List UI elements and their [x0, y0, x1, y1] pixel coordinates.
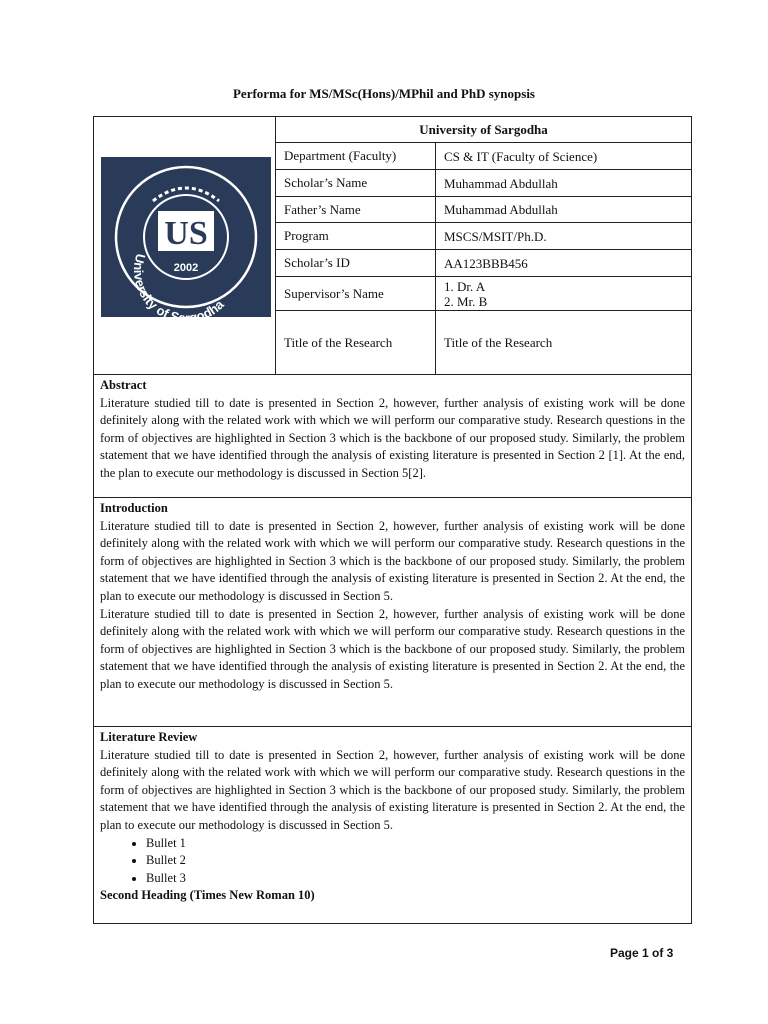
section-paragraph: Literature studied till to date is presented in Section 2, however, further analysis of existing work will be done definitely along with the related work with which we will perform our comparative study. Research questions in the form of objectives are highlighted in Section 3 which is the backbone of our proposed study. Similarly, the problem statement that we have identified through the analysis of existing literature is presented in Section 2. At the end, the plan to execute our methodology is discussed in Section 5. — [100, 518, 685, 603]
field-label: Supervisor’s Name — [276, 277, 436, 310]
university-logo — [101, 157, 271, 317]
field-row-program — [276, 223, 691, 250]
bullet-item: • Bullet 3 — [146, 870, 685, 888]
section-heading: Introduction — [100, 501, 168, 515]
form-header — [94, 117, 691, 375]
scholar-info-table — [276, 117, 691, 374]
bullet-list — [100, 835, 685, 888]
field-value: CS & IT (Faculty of Science) — [444, 148, 598, 164]
logo-year: 2002 — [173, 262, 199, 274]
field-label: Father’s Name — [276, 197, 436, 222]
field-label: Program — [276, 223, 436, 249]
section-paragraph: Literature studied till to date is presented in Section 2, however, further analysis of existing work will be done definitely along with the related work with which we will perform our comparative study. Research questions in the form of objectives are highlighted in Section 3 which is the backbone of our proposed study. Similarly, the problem statement that we have identified through the analysis of existing literature is presented in Section 2. At the end, the plan to execute our methodology is discussed in Section 5. — [100, 747, 685, 832]
section-heading: Abstract — [100, 378, 147, 392]
university-seal-icon — [101, 157, 271, 317]
synopsis-form — [93, 116, 692, 924]
supervisor-line: 2. Mr. B — [444, 293, 488, 309]
logo-monogram: US — [164, 215, 208, 252]
field-value: Muhammad Abdullah — [444, 175, 558, 191]
field-row-research-title — [276, 311, 691, 374]
field-label: Scholar’s Name — [276, 170, 436, 196]
logo-cell — [94, 117, 276, 374]
literature-review-section — [94, 727, 691, 923]
field-row-department — [276, 143, 691, 170]
bullet-item: • Bullet 2 — [146, 852, 685, 870]
field-value: Title of the Research — [444, 335, 553, 350]
field-value — [436, 277, 691, 310]
field-label: Scholar’s ID — [276, 250, 436, 276]
section-paragraph: Literature studied till to date is presented in Section 2, however, further analysis of existing work will be done definitely along with the related work with which we will perform our comparative study. Research questions in the form of objectives are highlighted in Section 3 which is the backbone of our proposed study. Similarly, the problem statement that we have identified through the analysis of existing literature is presented in Section 2 [1]. At the end, the plan to execute our methodology is discussed in Section 5[2]. — [100, 395, 685, 480]
section-paragraph: Literature studied till to date is presented in Section 2, however, further analysis of existing work will be done definitely along with the related work with which we will perform our comparative study. Research questions in the form of objectives are highlighted in Section 3 which is the backbone of our proposed study. Similarly, the problem statement that we have identified through the analysis of existing literature is presented in Section 2. At the end, the plan to execute our methodology is discussed in Section 5. — [100, 606, 685, 691]
abstract-section — [94, 375, 691, 498]
field-label: Title of the Research — [276, 311, 436, 374]
university-name: University of Sargodha — [276, 117, 691, 143]
logo-ring-text: University of S odha — [130, 252, 227, 317]
field-row-scholar-id — [276, 250, 691, 277]
field-value: MSCS/MSIT/Ph.D. — [444, 228, 547, 244]
document-title: Performa for MS/MSc(Hons)/MPhil and PhD synopsis — [232, 86, 535, 101]
field-row-father-name — [276, 197, 691, 223]
bullet-item: • Bullet 1 — [146, 835, 685, 853]
supervisor-line: 1. Dr. A — [444, 278, 486, 294]
field-label: Department (Faculty) — [276, 143, 436, 169]
field-row-supervisor — [276, 277, 691, 311]
page-number: Page 1 of 3 — [610, 946, 674, 960]
field-row-scholar-name — [276, 170, 691, 197]
introduction-section — [94, 498, 691, 727]
section-heading: Literature Review — [100, 730, 198, 744]
field-value: Muhammad Abdullah — [444, 202, 558, 217]
second-heading: Second Heading (Times New Roman 10) — [100, 888, 315, 903]
field-value: AA123BBB456 — [444, 255, 528, 271]
